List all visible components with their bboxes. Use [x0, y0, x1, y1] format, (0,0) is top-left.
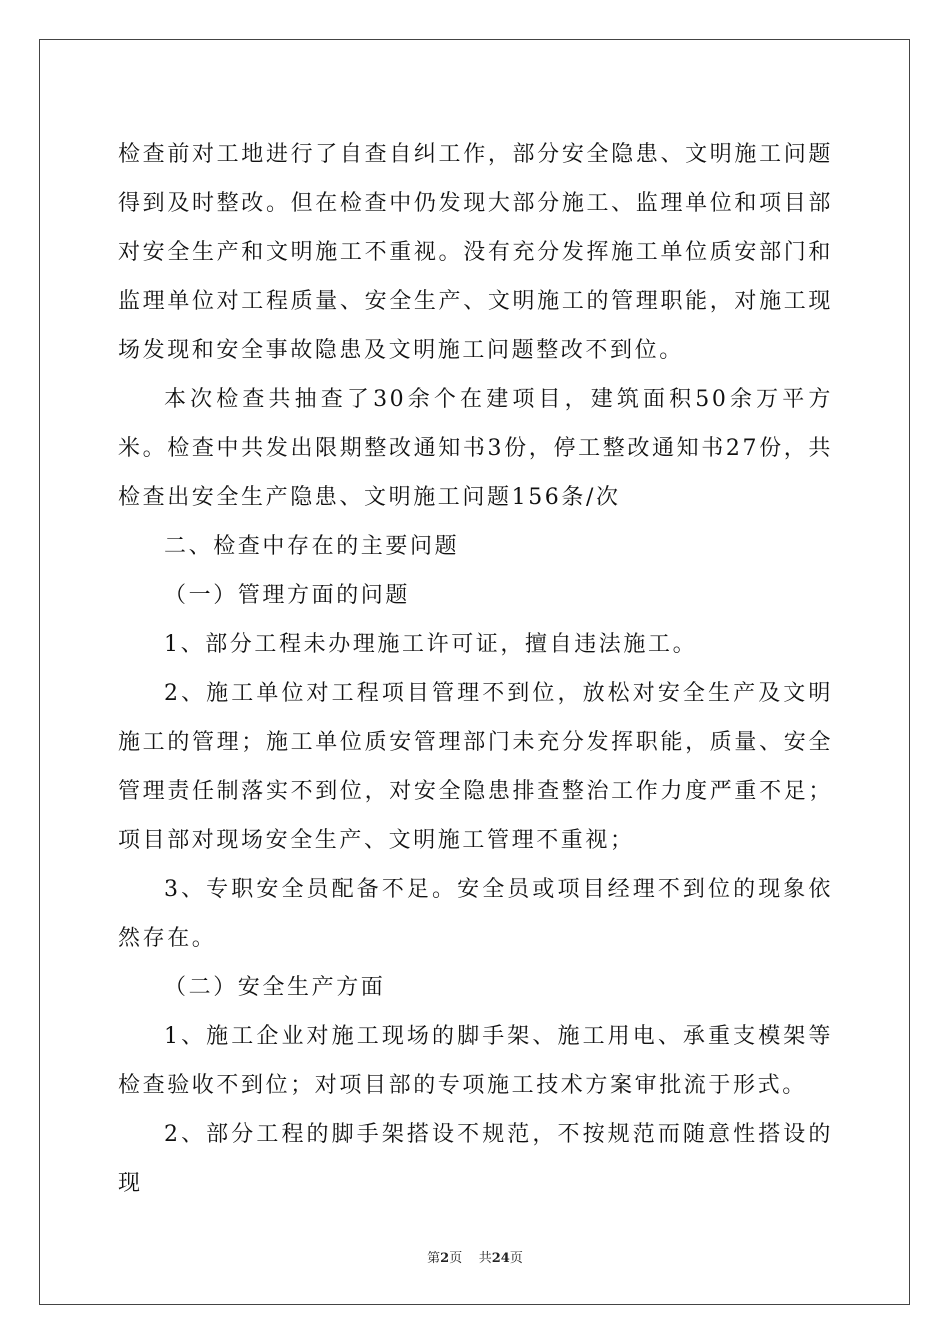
section-heading-main-issues: 二、检查中存在的主要问题 [164, 534, 460, 559]
subsection-heading-management: （一）管理方面的问题 [164, 583, 411, 608]
footer-total-prefix: 共 [478, 1251, 492, 1266]
paragraph-1: 检查前对工地进行了自查自纠工作，部分安全隐患、文明施工问题得到及时整改。但在检查中仍发现大部分施工、监理单位和项目部对安全生产和文明施工不重视。没有充分发挥施工单位质安部门和监理单位对工程质量、安全生产、文明施工的管理职能，对施工现场发现和安全事故隐患及文明施工问题整改不到位。 [118, 142, 833, 363]
footer-page-number: 2 [440, 1251, 450, 1266]
safety-item-1: 1、施工企业对施工现场的脚手架、施工用电、承重支模架等检查验收不到位；对项目部的专项施工技术方案审批流于形式。 [118, 1024, 833, 1098]
footer-total-unit: 页 [509, 1251, 523, 1266]
list-item-1: 1、部分工程未办理施工许可证，擅自违法施工。 [164, 632, 698, 657]
footer-page-unit: 页 [449, 1251, 463, 1266]
document-body [118, 130, 833, 1208]
safety-item-2: 2、部分工程的脚手架搭设不规范，不按规范而随意性搭设的现 [118, 1122, 833, 1196]
subsection-heading-safety: （二）安全生产方面 [164, 975, 386, 1000]
footer-total-pages: 24 [491, 1251, 510, 1266]
page-footer [0, 1247, 950, 1266]
list-item-3: 3、专职安全员配备不足。安全员或项目经理不到位的现象依然存在。 [118, 877, 833, 951]
list-item-2: 2、施工单位对工程项目管理不到位，放松对安全生产及文明施工的管理；施工单位质安管理部门未充分发挥职能，质量、安全管理责任制落实不到位，对安全隐患排查整治工作力度严重不足；项目部对现场安全生产、文明施工管理不重视； [118, 681, 833, 853]
footer-prefix: 第 [427, 1251, 441, 1266]
paragraph-2: 本次检查共抽查了30余个在建项目，建筑面积50余万平方米。检查中共发出限期整改通知书3份，停工整改通知书27份，共检查出安全生产隐患、文明施工问题156条/次 [118, 387, 833, 510]
